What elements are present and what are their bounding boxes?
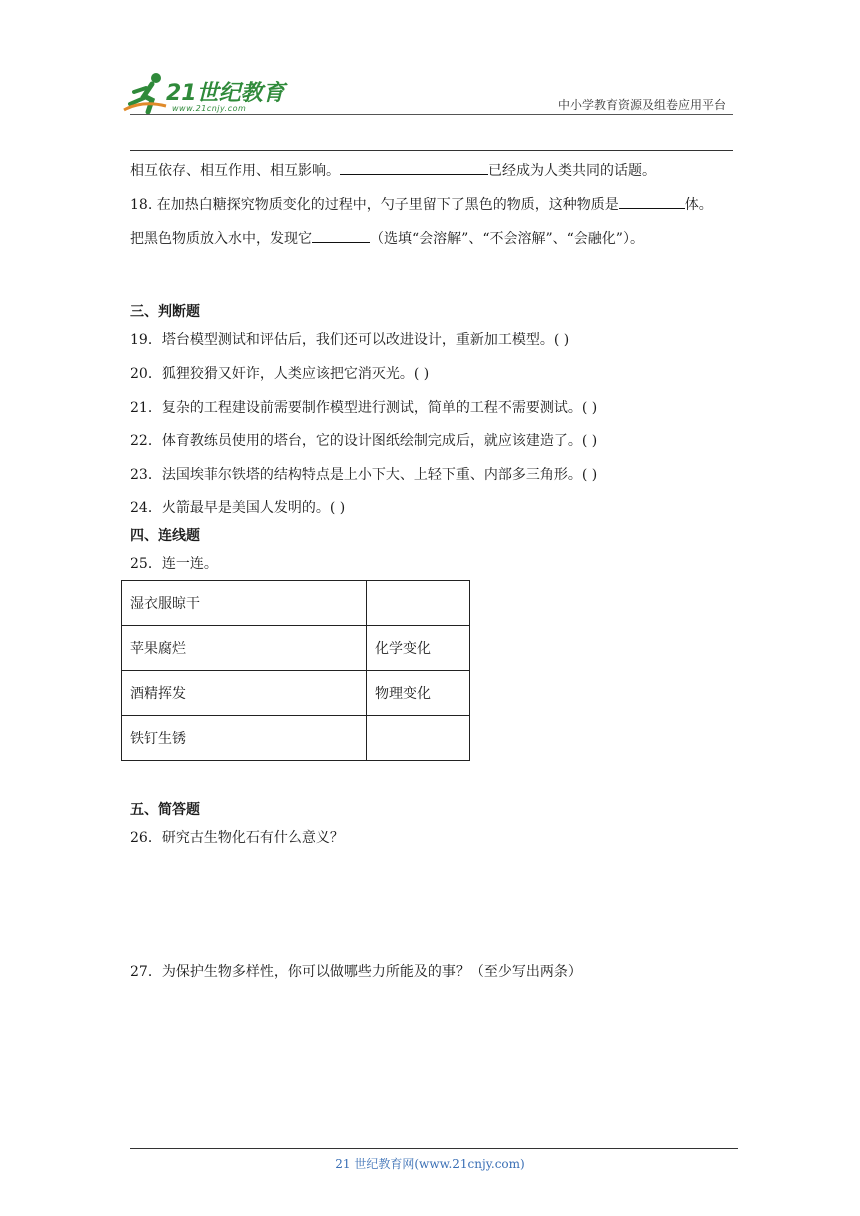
q25: 25．连一连。 [130, 556, 218, 572]
footer-rule [130, 1148, 738, 1149]
q27: 27．为保护生物多样性，你可以做哪些力所能及的事？（至少写出两条） [130, 964, 582, 980]
match-left-4: 铁钉生锈 [122, 716, 367, 761]
site-logo [122, 70, 292, 120]
table-row [122, 581, 470, 626]
q21: 21．复杂的工程建设前需要制作模型进行测试，简单的工程不需要测试。( ) [130, 400, 598, 416]
q23: 23．法国埃菲尔铁塔的结构特点是上小下大、上轻下重、内部多三角形。( ) [130, 467, 598, 483]
match-right-4 [367, 716, 470, 761]
logo-text: 21世纪教育 [166, 81, 285, 106]
match-left-1: 湿衣服晾干 [122, 581, 367, 626]
q22: 22．体育教练员使用的塔台，它的设计图纸绘制完成后，就应该建造了。( ) [130, 433, 598, 449]
section3-title: 三、判断题 [130, 304, 200, 320]
q17-text-post: 已经成为人类共同的话题。 [488, 163, 656, 179]
q17-blank [340, 160, 488, 175]
q18-line1 [130, 194, 713, 215]
match-left-2: 苹果腐烂 [122, 626, 367, 671]
table-row [122, 626, 470, 671]
q18-text-post-2: （选填“会溶解”、“不会溶解”、“会融化”）。 [370, 231, 644, 247]
q24: 24．火箭最早是美国人发明的。( ) [130, 500, 346, 516]
q19: 19．塔台模型测试和评估后，我们还可以改进设计，重新加工模型。( ) [130, 332, 570, 348]
match-left-3: 酒精挥发 [122, 671, 367, 716]
match-right-1 [367, 581, 470, 626]
q18-text-post: 体。 [684, 197, 713, 213]
runner-icon [122, 70, 170, 116]
header-rule-thin [130, 114, 733, 115]
q18-text-pre: 18. 在加热白糖探究物质变化的过程中，勺子里留下了黑色的物质，这种物质是 [130, 197, 619, 213]
section5-title: 五、简答题 [130, 802, 200, 818]
table-row [122, 716, 470, 761]
match-right-3: 物理变化 [367, 671, 470, 716]
logo-url: www.21cnjy.com [172, 104, 247, 113]
q17-tail [130, 160, 656, 181]
q18-blank-2 [312, 228, 370, 243]
platform-name: 中小学教育资源及组卷应用平台 [557, 98, 726, 112]
matching-table [121, 580, 470, 761]
q18-text-pre-2: 把黑色物质放入水中，发现它 [130, 231, 312, 247]
table-row [122, 671, 470, 716]
header-rule [130, 150, 733, 151]
footer-text: 21 世纪教育网(www.21cnjy.com) [335, 1157, 525, 1171]
match-right-2: 化学变化 [367, 626, 470, 671]
q20: 20．狐狸狡猾又奸诈，人类应该把它消灭光。( ) [130, 366, 430, 382]
q18-blank-1 [619, 194, 685, 209]
q18-line2 [130, 228, 644, 249]
q17-text-pre: 相互依存、相互作用、相互影响。 [130, 163, 340, 179]
section4-title: 四、连线题 [130, 528, 200, 544]
q26: 26．研究古生物化石有什么意义？ [130, 830, 344, 846]
